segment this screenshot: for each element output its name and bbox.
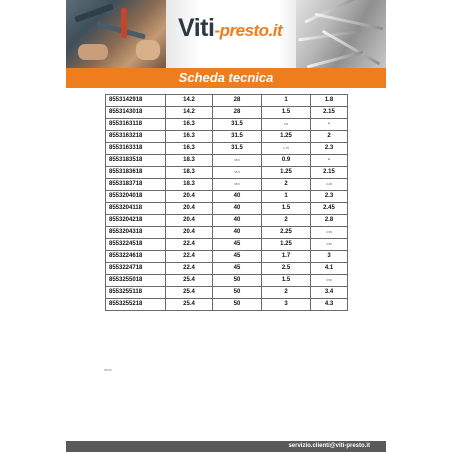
footer-bar xyxy=(66,441,386,452)
table-row xyxy=(106,287,348,299)
table-cell: 18.3 xyxy=(166,155,213,167)
header-banner xyxy=(66,0,386,68)
table-cell: 40 xyxy=(213,215,262,227)
spec-sheet-page xyxy=(66,0,386,452)
table-cell: 1.25 xyxy=(262,239,311,251)
table-cell: 40 xyxy=(213,203,262,215)
table-row xyxy=(106,191,348,203)
table-cell: 2.25 xyxy=(262,227,311,239)
product-code-cell: 8553224718 xyxy=(106,263,166,275)
table-cell: 50 xyxy=(213,287,262,299)
table-cell: - xyxy=(311,119,348,131)
table-cell: 40 xyxy=(213,227,262,239)
table-cell: 45 xyxy=(213,239,262,251)
table-cell: 3.50 xyxy=(311,275,348,287)
table-cell: 2.15 xyxy=(311,107,348,119)
table-cell: 1.5 xyxy=(262,107,311,119)
table-row xyxy=(106,203,348,215)
product-code-cell: 8553183618 xyxy=(106,167,166,179)
table-cell: 16.3 xyxy=(166,143,213,155)
product-code-cell: 8553142918 xyxy=(106,95,166,107)
table-cell: 1.25 xyxy=(262,131,311,143)
table-cell: 1 xyxy=(262,95,311,107)
table-cell: 1 xyxy=(262,191,311,203)
table-row xyxy=(106,275,348,287)
table-cell: - xyxy=(311,155,348,167)
table-cell: 0.9 xyxy=(262,155,311,167)
table-cell: 2.45 xyxy=(311,203,348,215)
table-row xyxy=(106,143,348,155)
table-cell: 22.4 xyxy=(166,263,213,275)
table-cell: 31.5 xyxy=(213,119,262,131)
table-cell: 28 xyxy=(213,95,262,107)
title-bar xyxy=(66,68,386,88)
screws-photo xyxy=(296,0,386,68)
table-cell: 31.5 xyxy=(213,131,262,143)
table-cell: 2.5 xyxy=(262,263,311,275)
table-row xyxy=(106,95,348,107)
table-row xyxy=(106,215,348,227)
product-code-cell: 8553224618 xyxy=(106,251,166,263)
product-code-cell: 8553143018 xyxy=(106,107,166,119)
table-cell: 1.5 xyxy=(262,275,311,287)
product-code-cell: 8553255118 xyxy=(106,287,166,299)
table-cell: 14.2 xyxy=(166,95,213,107)
table-cell: 28 xyxy=(213,107,262,119)
table-cell: 20.4 xyxy=(166,215,213,227)
table-row xyxy=(106,251,348,263)
table-cell: 2.40 xyxy=(311,179,348,191)
table-cell: 25.4 xyxy=(166,299,213,311)
table-cell: 50 xyxy=(213,275,262,287)
footer-email-link[interactable]: servizio.clienti@viti-presto.it xyxy=(288,443,370,449)
table-row xyxy=(106,227,348,239)
spec-table-body xyxy=(106,95,348,311)
table-cell: 1.75 xyxy=(262,143,311,155)
table-cell: 2 xyxy=(262,215,311,227)
table-cell: 50 xyxy=(213,299,262,311)
product-code-cell: 8553163218 xyxy=(106,131,166,143)
table-cell: 45 xyxy=(213,251,262,263)
logo-accent-text: -presto.it xyxy=(214,21,283,40)
logo-main-text: Viti xyxy=(178,14,215,42)
table-row xyxy=(106,131,348,143)
table-row xyxy=(106,239,348,251)
table-cell: 1.25 xyxy=(262,167,311,179)
table-cell: 2 xyxy=(262,179,311,191)
table-cell: 3 xyxy=(262,299,311,311)
table-cell: 1.7 xyxy=(262,251,311,263)
table-cell: 35.5 xyxy=(213,155,262,167)
product-code-cell: 8553224518 xyxy=(106,239,166,251)
table-cell: 45 xyxy=(213,263,262,275)
table-cell: 25.4 xyxy=(166,275,213,287)
product-code-cell: 8553204318 xyxy=(106,227,166,239)
page-note: 02/05 xyxy=(104,368,112,372)
table-row xyxy=(106,167,348,179)
spec-table xyxy=(105,94,348,311)
table-cell: 2.15 xyxy=(311,167,348,179)
brand-logo[interactable] xyxy=(178,14,282,43)
table-cell: 3 xyxy=(311,251,348,263)
table-cell: 35.5 xyxy=(213,179,262,191)
table-cell: 2.85 xyxy=(311,239,348,251)
table-cell: 1.8 xyxy=(311,95,348,107)
table-cell: 2.95 xyxy=(311,227,348,239)
table-row xyxy=(106,299,348,311)
tools-photo xyxy=(66,0,166,68)
table-cell: 16.3 xyxy=(166,131,213,143)
table-row xyxy=(106,179,348,191)
table-cell: 2 xyxy=(262,287,311,299)
table-cell: 4.1 xyxy=(311,263,348,275)
table-cell: 18.3 xyxy=(166,167,213,179)
product-code-cell: 8553204118 xyxy=(106,203,166,215)
table-cell: 22.4 xyxy=(166,251,213,263)
table-cell: 18.3 xyxy=(166,179,213,191)
page-title: Scheda tecnica xyxy=(178,70,274,85)
product-code-cell: 8553183518 xyxy=(106,155,166,167)
table-cell: 20.4 xyxy=(166,227,213,239)
table-cell: 14.2 xyxy=(166,107,213,119)
table-cell: 4.3 xyxy=(311,299,348,311)
table-cell: 20.4 xyxy=(166,203,213,215)
table-cell: 2.3 xyxy=(311,143,348,155)
product-code-cell: 8553204018 xyxy=(106,191,166,203)
table-cell: 0.8 xyxy=(262,119,311,131)
table-cell: 2.8 xyxy=(311,215,348,227)
table-cell: 25.4 xyxy=(166,287,213,299)
table-cell: 40 xyxy=(213,191,262,203)
table-cell: 20.4 xyxy=(166,191,213,203)
table-cell: 16.3 xyxy=(166,119,213,131)
table-cell: 22.4 xyxy=(166,239,213,251)
table-row xyxy=(106,263,348,275)
table-cell: 2.3 xyxy=(311,191,348,203)
product-code-cell: 8553204218 xyxy=(106,215,166,227)
table-row xyxy=(106,107,348,119)
table-cell: 31.5 xyxy=(213,143,262,155)
table-cell: 3.4 xyxy=(311,287,348,299)
product-code-cell: 8553163118 xyxy=(106,119,166,131)
product-code-cell: 8553163318 xyxy=(106,143,166,155)
table-row xyxy=(106,155,348,167)
table-cell: 35.5 xyxy=(213,167,262,179)
table-row xyxy=(106,119,348,131)
table-cell: 2 xyxy=(311,131,348,143)
table-cell: 1.5 xyxy=(262,203,311,215)
product-code-cell: 8553183718 xyxy=(106,179,166,191)
product-code-cell: 8553255018 xyxy=(106,275,166,287)
product-code-cell: 8553255218 xyxy=(106,299,166,311)
